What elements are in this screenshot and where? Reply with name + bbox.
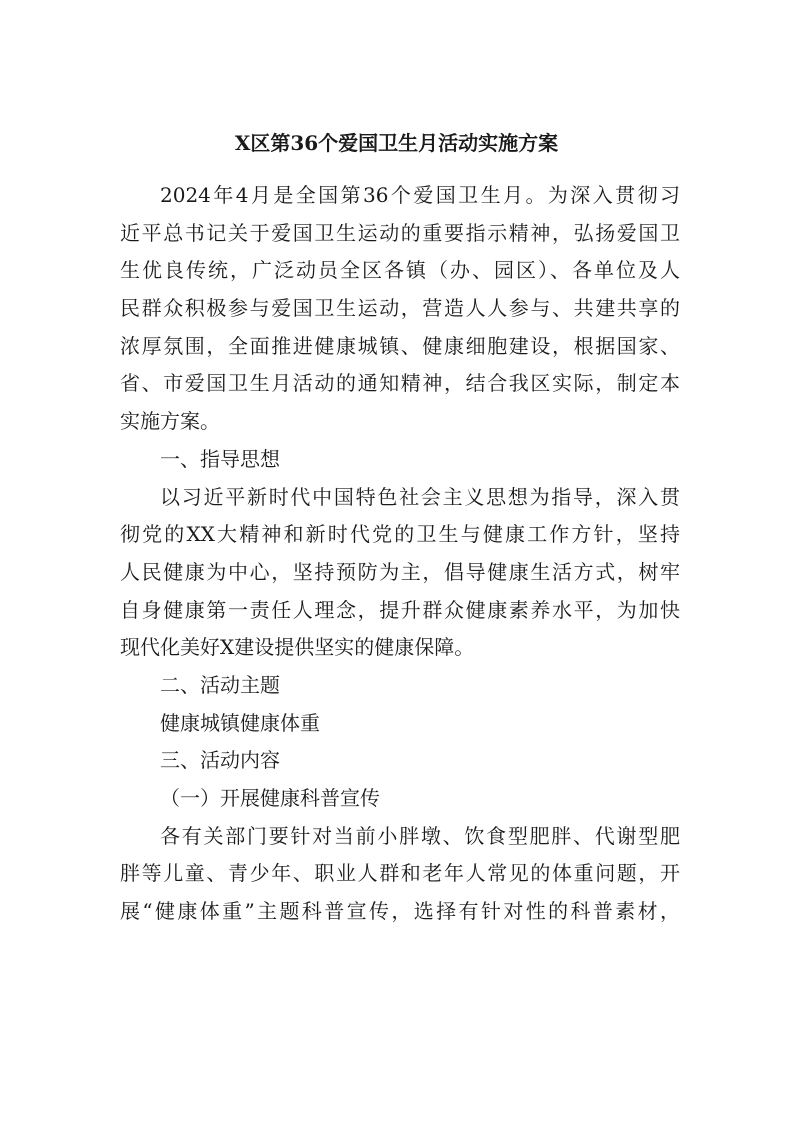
section1-line-1: 以习近平新时代中国特色社会主义思想为指导，深入贯 xyxy=(160,484,680,509)
section1-line-3: 人民健康为中心，坚持预防为主，倡导健康生活方式，树牢 xyxy=(120,559,680,584)
document-title: X区第36个爱国卫生月活动实施方案 xyxy=(234,131,559,155)
intro-line-7: 实施方案。 xyxy=(120,409,220,434)
intro-line-5: 浓厚氛围，全面推进健康城镇、健康细胞建设，根据国家、 xyxy=(120,333,680,358)
document-body xyxy=(120,177,680,931)
section-heading-guiding-ideology: 一、指导思想 xyxy=(160,446,280,471)
section1-line-4: 自身健康第一责任人理念，提升群众健康素养水平，为加快 xyxy=(120,597,680,622)
subsection1-line-3: 展“健康体重”主题科普宣传，选择有针对性的科普素材， xyxy=(120,899,680,924)
intro-line-1: 2024年4月是全国第36个爱国卫生月。为深入贯彻习 xyxy=(160,183,680,207)
activity-theme-text: 健康城镇健康体重 xyxy=(160,710,320,735)
section-heading-activity-content: 三、活动内容 xyxy=(160,748,280,773)
intro-line-6: 省、市爱国卫生月活动的通知精神，结合我区实际，制定本 xyxy=(120,371,680,396)
section1-line-2: 彻党的XX大精神和新时代党的卫生与健康工作方针，坚持 xyxy=(120,522,680,547)
intro-line-3: 生优良传统，广泛动员全区各镇（办、园区）、各单位及人 xyxy=(120,258,680,283)
intro-line-4: 民群众积极参与爱国卫生运动，营造人人参与、共建共享的 xyxy=(120,296,680,321)
subsection-heading-health-education: （一）开展健康科普宣传 xyxy=(160,786,380,810)
section-heading-activity-theme: 二、活动主题 xyxy=(160,672,280,697)
subsection1-line-2: 胖等儿童、青少年、职业人群和老年人常见的体重问题，开 xyxy=(120,861,680,886)
intro-line-2: 近平总书记关于爱国卫生运动的重要指示精神，弘扬爱国卫 xyxy=(120,220,680,245)
subsection1-line-1: 各有关部门要针对当前小胖墩、饮食型肥胖、代谢型肥 xyxy=(160,823,680,848)
section1-line-5: 现代化美好X建设提供坚实的健康保障。 xyxy=(120,635,475,660)
